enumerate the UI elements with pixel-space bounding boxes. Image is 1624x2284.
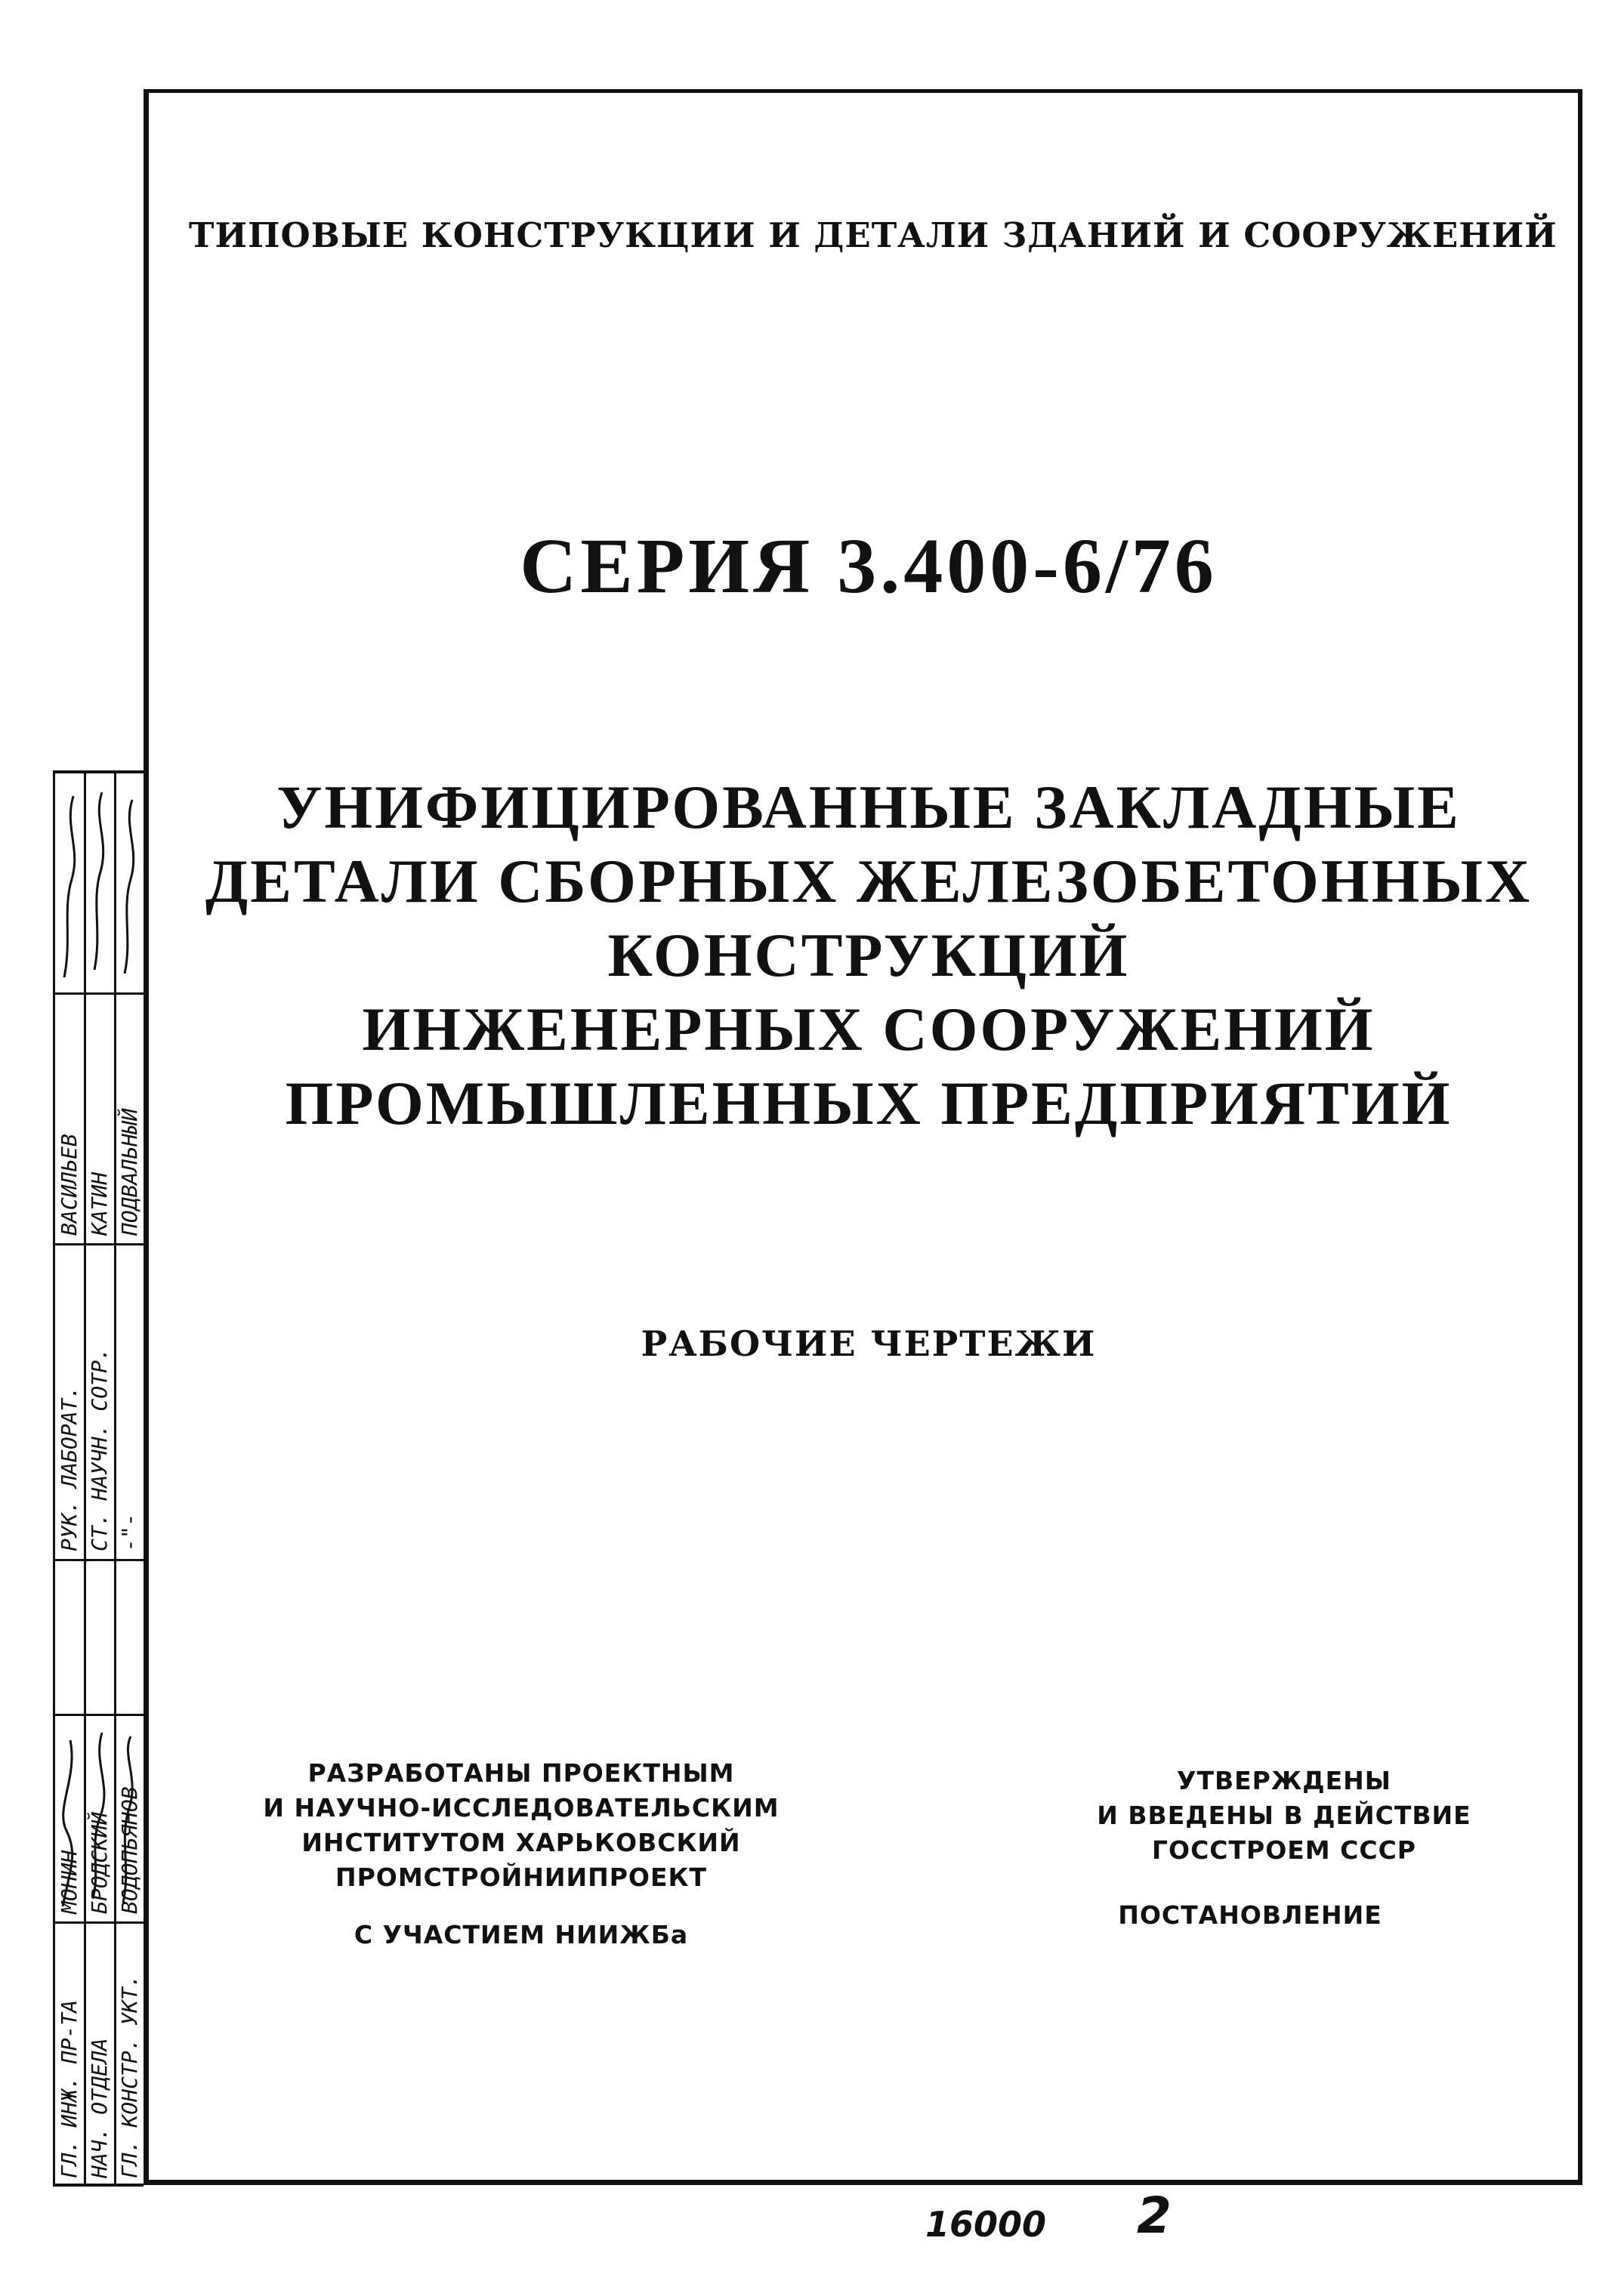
stamp-name: МОНИН bbox=[57, 1850, 82, 1914]
developed-line: РАЗРАБОТАНЫ ПРОЕКТНЫМ bbox=[307, 1758, 735, 1788]
title-line: УНИФИЦИРОВАННЫЕ ЗАКЛАДНЫЕ bbox=[276, 773, 1461, 841]
developed-line: И НАУЧНО-ИССЛЕДОВАТЕЛЬСКИМ bbox=[263, 1793, 780, 1823]
stamp-position: ГЛ. ИНЖ. ПР-ТА bbox=[57, 1999, 82, 2178]
decree-label: ПОСТАНОВЛЕНИЕ bbox=[1118, 1900, 1382, 1930]
stamp-position: НАЧ. ОТДЕЛА bbox=[87, 2038, 112, 2178]
series-number: СЕРИЯ 3.400-6/76 bbox=[520, 523, 1218, 610]
title-line: ДЕТАЛИ СБОРНЫХ ЖЕЛЕЗОБЕТОННЫХ bbox=[205, 847, 1533, 915]
stamp-name: ПОДВАЛЬНЫЙ bbox=[117, 1108, 142, 1236]
stamp-divider bbox=[55, 1714, 144, 1716]
participation-line: С УЧАСТИЕМ НИИЖБа bbox=[354, 1920, 689, 1949]
document-header: ТИПОВЫЕ КОНСТРУКЦИИ И ДЕТАЛИ ЗДАНИЙ И СООРУЖЕНИЙ bbox=[189, 215, 1558, 255]
signature-stamp bbox=[53, 770, 144, 2187]
developed-line: ПРОМСТРОЙНИИПРОЕКТ bbox=[335, 1863, 708, 1892]
approved-line: ГОССТРОЕМ СССР bbox=[1152, 1835, 1416, 1865]
inventory-code: 16000 bbox=[925, 2204, 1047, 2245]
stamp-position: СТ. НАУЧН. СОТР. bbox=[87, 1347, 112, 1551]
approved-line: УТВЕРЖДЕНЫ bbox=[1177, 1766, 1391, 1795]
stamp-name: ВАСИЛЬЕВ bbox=[57, 1134, 82, 1236]
signature-scribble bbox=[55, 781, 144, 985]
stamp-name: КАТИН bbox=[87, 1171, 112, 1236]
document-title bbox=[174, 770, 1564, 1140]
stamp-name: ВОДОПЬЯНОВ bbox=[117, 1786, 142, 1914]
stamp-position: РУК. ЛАБОРАТ. bbox=[57, 1385, 82, 1551]
title-line: КОНСТРУКЦИЙ bbox=[607, 921, 1130, 989]
stamp-position: -"- bbox=[117, 1513, 142, 1551]
approved-line: И ВВЕДЕНЫ В ДЕЙСТВИЕ bbox=[1097, 1801, 1471, 1830]
stamp-divider bbox=[84, 773, 86, 2184]
stamp-name: БРОДСКИЙ bbox=[87, 1812, 112, 1914]
developed-by-block bbox=[227, 1756, 816, 1952]
title-line: ИНЖЕНЕРНЫХ СООРУЖЕНИЙ bbox=[362, 995, 1375, 1063]
title-line: ПРОМЫШЛЕННЫХ ПРЕДПРИЯТИЙ bbox=[285, 1069, 1453, 1137]
stamp-divider bbox=[114, 773, 116, 2184]
stamp-divider bbox=[55, 1559, 144, 1561]
page-number: 2 bbox=[1137, 2187, 1172, 2245]
stamp-divider bbox=[55, 1921, 144, 1924]
document-subtitle: РАБОЧИЕ ЧЕРТЕЖИ bbox=[641, 1323, 1097, 1364]
stamp-divider bbox=[55, 992, 144, 995]
approved-block bbox=[1042, 1764, 1526, 1933]
stamp-divider bbox=[55, 1243, 144, 1245]
stamp-position: ГЛ. КОНСТР. УКТ. bbox=[117, 1974, 142, 2178]
signature-scribble bbox=[55, 1718, 144, 1921]
developed-line: ИНСТИТУТОМ ХАРЬКОВСКИЙ bbox=[301, 1828, 741, 1857]
